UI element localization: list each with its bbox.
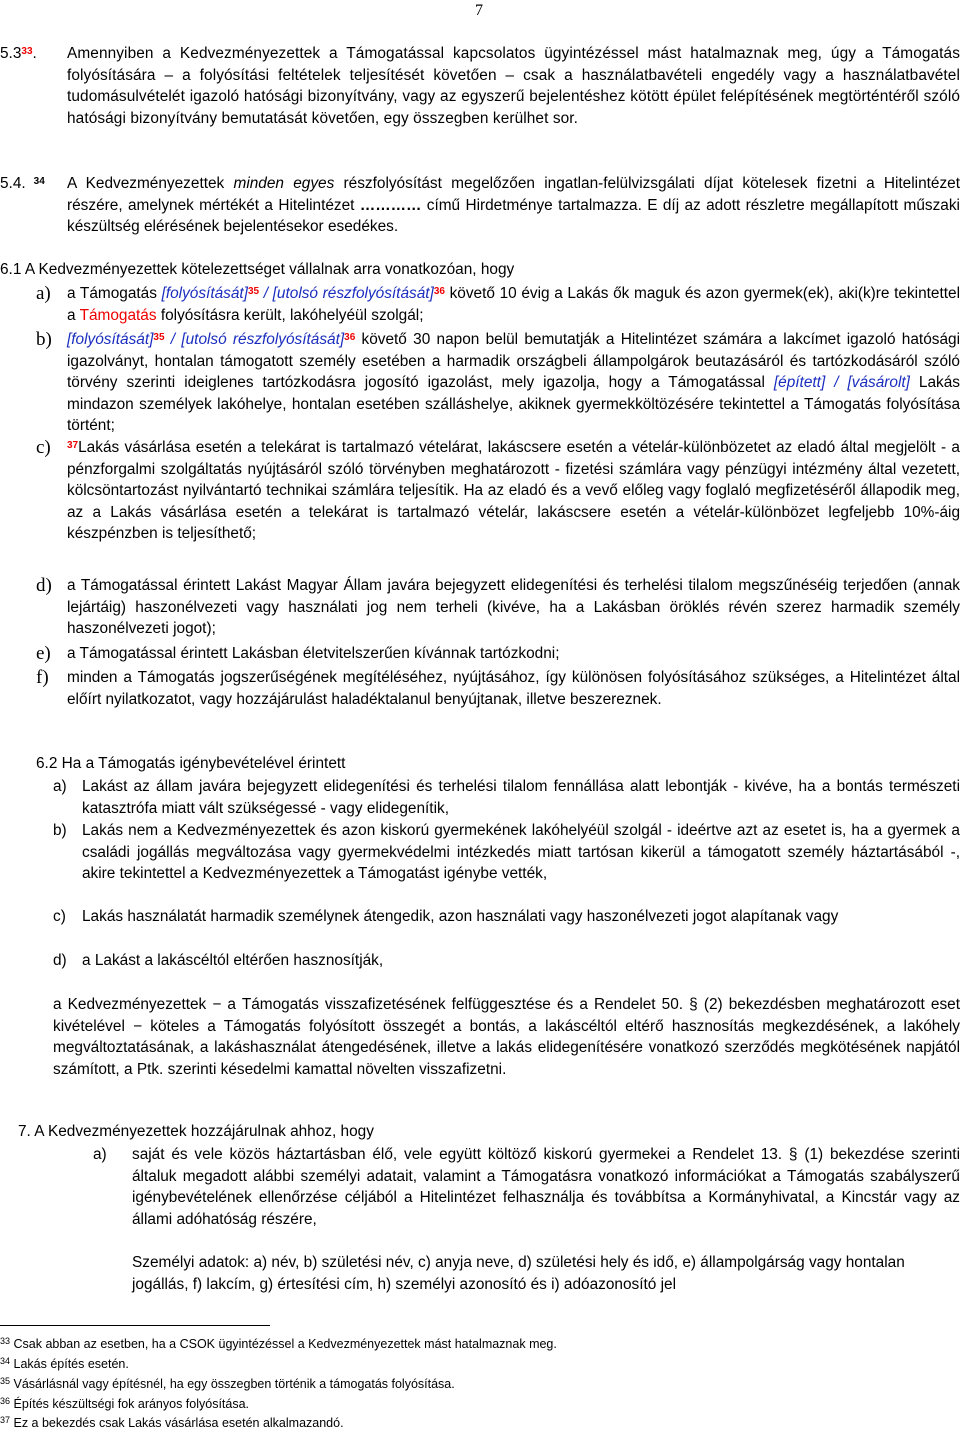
section-6-2-b [82, 820, 960, 885]
text-run: a Támogatás [67, 285, 162, 302]
section-6-1-e [67, 643, 960, 665]
section-7-heading [18, 1121, 960, 1143]
item-text: a Támogatással érintett Lakást Magyar Állam javára bejegyzett elidegenítési és terhelési tilalom megszűnéséig terjedően (annak lejártáig) haszonélvezeti vagy használati jog nem terheli (kivéve, ha a Lakásban öröklés révén szerez harmadik személy haszonélvezeti jogot); [67, 577, 960, 638]
item-a-label: a) [93, 1146, 107, 1163]
text-run: A Kedvezményezettek [67, 175, 234, 192]
footnote-ref[interactable]: 36 [344, 332, 356, 343]
item-a-label: a) [53, 778, 67, 795]
text-run: című Hirdetménye tartalmazza. E díj az adott részletre megállapított műszaki készültség elérésének bejelentésekor esedékes. [67, 196, 960, 236]
footnote-ref[interactable]: 35 [153, 332, 165, 343]
footnote-ref[interactable]: 33 [21, 46, 33, 57]
footnote-text: Vásárlásnál vagy építésnél, ha egy összegben történik a támogatás folyósítása. [13, 1377, 455, 1391]
footnote-37 [0, 1415, 344, 1432]
item-a-label: a) [36, 283, 51, 304]
highlighted-run: Támogatás [79, 306, 157, 324]
section-number: 5.4. [0, 175, 26, 192]
section-6-2-heading [36, 753, 960, 775]
variant-run: [épített] / [vásárolt] [773, 374, 910, 392]
variant-run: [folyósítását] [161, 285, 248, 302]
section-6-1-heading [0, 259, 960, 281]
section-6-2-d [82, 950, 960, 972]
item-text [67, 283, 960, 326]
section-6-2-tail [53, 994, 960, 1080]
item-text: saját és vele közös háztartásban élő, vele együtt költöző kiskorú gyermekei a Rendelet 13. § (1) bekezdése szerinti általuk megadott alábbi személyi adatait, valamint a Támogatásra vonatkozó információkat a Támogatás szabályszerű igénybevételének ellenőrzése céljából a Hitelintézet felhasználja és továbbítsa a Kormányhivatal, a Kincstár vagy az állami adóhatóság részére, [132, 1146, 960, 1228]
section-dot: . [32, 45, 37, 62]
paragraph: Személyi adatok: a) név, b) születési név, c) anyja neve, d) születési hely és idő, e) állampolgárság vagy hontalan jogállás, f) lakcím, g) értesítési cím, h) személyi azonosító és i) adóazonosító jel [132, 1254, 905, 1293]
footnote-35 [0, 1376, 455, 1393]
paragraph: a Kedvezményezettek − a Támogatás visszafizetésének felfüggesztése és a Rendelet 50. § (2) bekezdésben meghatározott eset kivételével − köteles a Támogatás folyósított összegét a bontás, a lakáscéltól eltérő hasznosítás megkezdésének, a lakóhely megváltoztatásának, a lakáshasználat átengedésének, illetve a lakás elidegenítésére vonatkozó szerződés megkötésének napjától számított, a Ptk. szerinti késedelmi kamattal növelten visszafizetni. [53, 996, 960, 1078]
text-run: részfolyósítást megelőzően ingatlan-felülvizsgálati díjat kötelesek fizetni a Hitelintézet részére, amelynek mértékét a Hitelintézet [67, 175, 960, 214]
footnote-number: 36 [0, 1396, 11, 1406]
section-5-4-text [67, 173, 960, 238]
item-text: a Lakást a lakáscéltól eltérően hasznosítják, [82, 952, 384, 969]
heading: 7. A Kedvezményezettek hozzájárulnak ahhoz, hogy [18, 1123, 374, 1140]
footnote-ref[interactable]: 37 [67, 440, 79, 451]
heading: 6.1 A Kedvezményezettek kötelezettséget vállalnak arra vonatkozóan, hogy [0, 261, 515, 278]
footnote-ref[interactable]: 35 [247, 286, 260, 297]
footnote-36 [0, 1396, 249, 1413]
text-run: követő 10 évig a Lakás ők maguk és azon gyermek(ek), aki(k)re tekintettel a [67, 285, 960, 324]
item-d-label: d) [53, 952, 67, 969]
item-text: minden a Támogatás jogszerűségének megítéléséhez, nyújtásához, így különösen folyósításához szükséges, a Hitelintézet által előírt nyilatkozatot, vagy hozzájárulást haladéktalanul benyújtanak, illetve beszereznek. [67, 669, 960, 708]
item-text [67, 437, 960, 545]
section-6-1-b [67, 329, 960, 437]
text-run: követő 30 napon belül bemutatják a Hitelintézet számára a lakcímet igazoló hatósági igazolványt, hontalan támogatott személy esetében a harmadik országbeli állampolgárok beutazásáról és tartózkodásáról szóló törvény szerinti ideiglenes tartózkodásra jogosító igazolást, mely igazolja, hogy a Támogatással [67, 331, 960, 392]
text-run: Lakás vásárlása esetén a telekárat is tartalmazó vételárat, lakáscsere esetén a vételár-különbözetet az eladó által megjelölt - a pénzforgalmi szolgáltatás nyújtásáról szóló törvényben meghatározott - fizetési számlára vagy pénzügyi intézmény által vezetett, kölcsöntartozást nyilvántartó technikai számlára teljesítik. Ha az eladó és a vevő előleg vagy foglaló megfizetéséről állapodik meg, az a Lakás vásárlása esetén a telekárat is tartalmazó vételár, lakáscsere esetén a vételár-különbözet legfeljebb 10%-áig készpénzben is teljesíthető; [67, 439, 960, 543]
text-run-italic: minden egyes [233, 175, 335, 192]
section-5-3 [67, 43, 960, 129]
item-text: Lakást az állam javára bejegyzett elidegenítési és terhelési tilalom fennállása alatt lebontják - kivéve, ha a bontás természeti katasztrófa miatt vált szükségessé - vagy elidegenítik, [82, 778, 960, 817]
footnote-number: 35 [0, 1376, 11, 1386]
section-7-a [132, 1144, 960, 1230]
section-5-3-label [0, 43, 37, 65]
section-6-1-c [67, 437, 960, 545]
footnote-divider [0, 1325, 270, 1326]
variant-run: / [utolsó részfolyósítását] [259, 285, 434, 302]
section-5-4-label [0, 173, 45, 195]
section-5-4 [67, 173, 960, 238]
footnote-text: Építés készültségi fok arányos folyósítása. [13, 1397, 250, 1411]
footnote-number: 33 [0, 1336, 11, 1346]
personal-data-list [132, 1252, 960, 1295]
section-5-3-text: Amennyiben a Kedvezményezettek a Támogatással kapcsolatos ügyintézéssel mást hatalmaznak meg, úgy a Támogatás folyósítására – a folyósítási feltételek teljesítését követően – csak a használatbavételi engedély vagy a használatbavétel tudomásulvételét igazoló hatósági bizonyítvány, vagy az egyszerű bejelentéshez kötött épület felépítésének megtörténtéről szóló hatósági bizonyítvány bemutatását követően, egy összegben kerülhet sor. [67, 45, 960, 127]
footnote-text: Ez a bekezdés csak Lakás vásárlása esetén alkalmazandó. [13, 1416, 344, 1430]
item-f-label: f) [36, 667, 49, 688]
text-run: folyósításra került, lakóhelyéül szolgál; [156, 306, 424, 324]
footnote-34 [0, 1356, 129, 1373]
text-run: Lakás mindazon személyek lakóhelye, hontalan esetében szálláshelye, akiknek gyermekköltözésére tekintettel a Támogatás folyósítása történt; [67, 374, 960, 435]
item-text: a Támogatással érintett Lakásban életvitelszerűen kívánnak tartózkodni; [67, 645, 560, 662]
section-6-1-f [67, 667, 960, 710]
section-6-1-d [67, 575, 960, 640]
variant-run: / [utolsó részfolyósítását] [164, 331, 345, 348]
footnote-text: Csak abban az esetben, ha a CSOK ügyintézéssel a Kedvezményezettek mást hatalmaznak meg. [13, 1337, 557, 1351]
footnote-ref[interactable]: 36 [433, 286, 445, 297]
heading: 6.2 Ha a Támogatás igénybevételével érintett [36, 755, 346, 772]
item-c-label: c) [36, 437, 51, 458]
item-e-label: e) [36, 643, 51, 664]
item-text: Lakás nem a Kedvezményezettek és azon kiskorú gyermekének lakóhelyéül szolgál - ideértve azt az esetet is, ha a gyermek a családi jogállás megváltozása vagy gyermekvédelmi intézkedés miatt tartósan kikerül a támogatott személy háztartásából -, akire tekintettel a Kedvezményezettek a Támogatást igénybe vették, [82, 822, 960, 883]
section-6-2-a [82, 776, 960, 819]
variant-run: [folyósítását] [67, 331, 154, 348]
item-c-label: c) [53, 908, 66, 925]
footnote-number: 34 [0, 1356, 11, 1366]
footnote-text: Lakás építés esetén. [13, 1357, 129, 1371]
item-b-label: b) [36, 329, 52, 350]
item-text: Lakás használatát harmadik személynek átengedik, azon használati vagy haszonélvezeti jogot alapítanak vagy [82, 908, 839, 925]
section-number: 5.3 [0, 45, 22, 62]
item-b-label: b) [53, 822, 67, 839]
item-d-label: d) [36, 575, 52, 596]
item-text [67, 329, 960, 437]
footnote-33 [0, 1336, 557, 1353]
section-6-2-c [82, 906, 960, 928]
placeholder-dots: ………… [359, 196, 422, 214]
page-number: 7 [475, 2, 483, 19]
section-6-1-a [67, 283, 960, 326]
footnote-ref[interactable]: 34 [33, 176, 45, 187]
footnote-number: 37 [0, 1415, 11, 1425]
